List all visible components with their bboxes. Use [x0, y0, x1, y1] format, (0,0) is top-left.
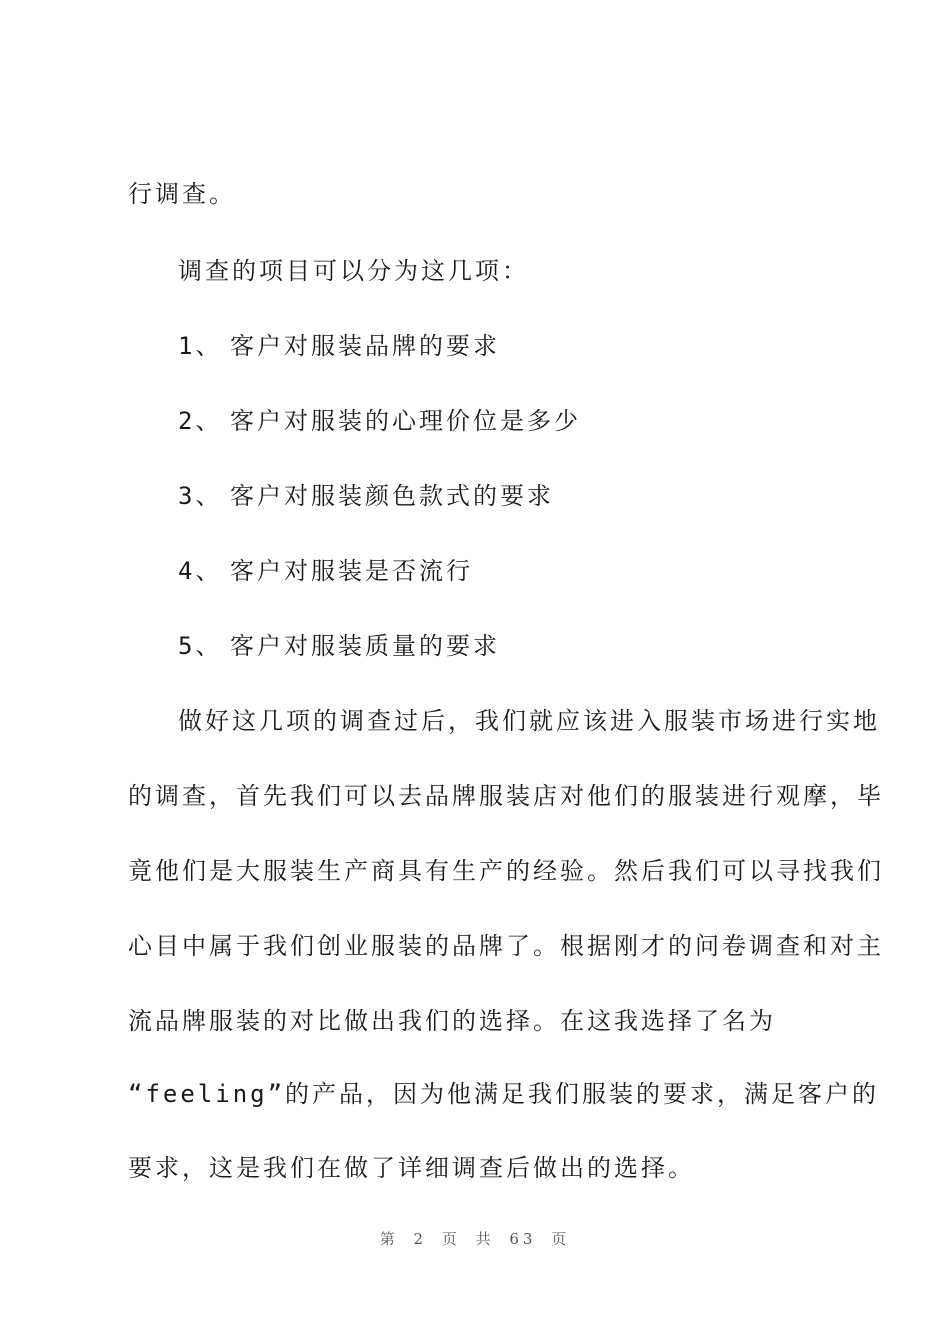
- list-item-text: 客户对服装品牌的要求: [230, 332, 500, 360]
- list-item-number: 3、: [178, 482, 223, 510]
- list-item-text: 客户对服装质量的要求: [230, 632, 500, 660]
- paragraph-line: 心目中属于我们创业服装的品牌了。根据刚才的问卷调查和对主: [128, 932, 884, 960]
- paragraph-line: 竟他们是大服装生产商具有生产的经验。然后我们可以寻找我们: [128, 857, 884, 885]
- list-item: [178, 630, 898, 662]
- page-footer: 第 2 页 共 63 页: [379, 1230, 571, 1248]
- list-item-text: 客户对服装颜色款式的要求: [230, 482, 554, 510]
- list-item-number: 2、: [178, 407, 223, 435]
- list-item-text: 客户对服装是否流行: [230, 557, 473, 585]
- paragraph-line: 的调查，首先我们可以去品牌服装店对他们的服装进行观摩，毕: [128, 782, 884, 810]
- paragraph-line: 流品牌服装的对比做出我们的选择。在这我选择了名为: [128, 1007, 776, 1035]
- paragraph-line: “feeling”的产品，因为他满足我们服装的要求，满足客户的: [128, 1080, 880, 1108]
- list-item-number: 1、: [178, 332, 223, 360]
- paragraph-line: 行调查。: [128, 180, 236, 208]
- list-item: [178, 330, 898, 362]
- list-item: [178, 480, 898, 512]
- paragraph-line: 要求，这是我们在做了详细调查后做出的选择。: [128, 1154, 695, 1182]
- list-item-number: 5、: [178, 632, 223, 660]
- list-item-text: 客户对服装的心理价位是多少: [230, 407, 581, 435]
- list-item-number: 4、: [178, 557, 223, 585]
- paragraph-line: 调查的项目可以分为这几项：: [178, 257, 529, 285]
- list-item: [178, 405, 898, 437]
- list-item: [178, 555, 898, 587]
- paragraph-line: 做好这几项的调查过后，我们就应该进入服装市场进行实地: [178, 707, 880, 735]
